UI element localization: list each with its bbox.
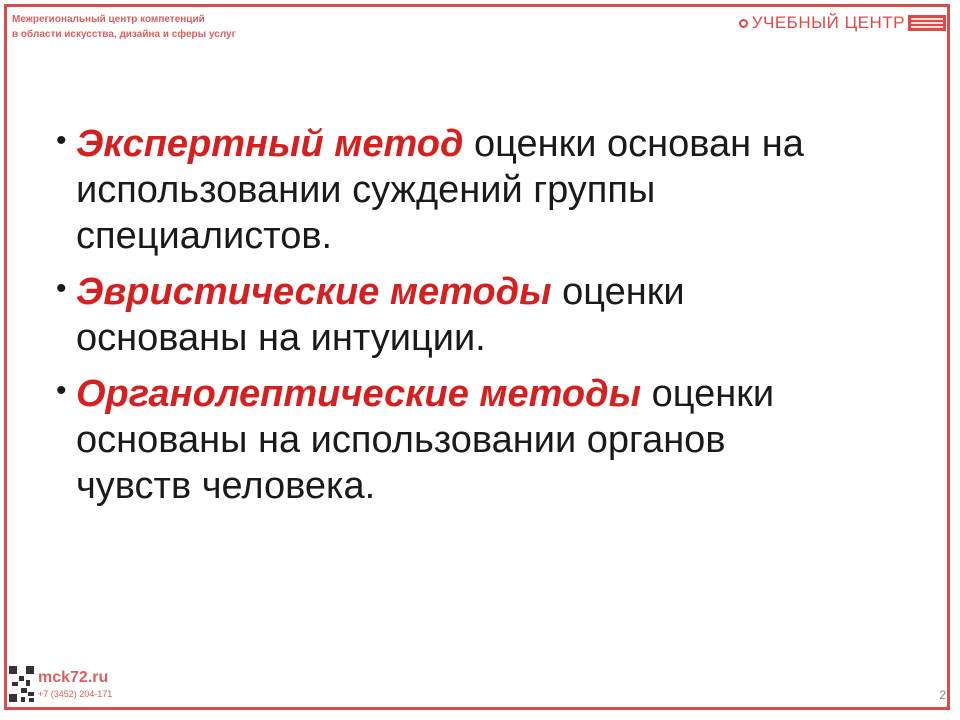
bullet-text: оценки основан на [463,123,804,165]
bullet-text: использовании суждений группы [76,169,656,211]
brand-logo [739,13,946,33]
bullet-text: оценки [641,373,775,415]
qr-code-icon [9,666,34,702]
phone-number: +7 (3452) 204-171 [38,689,113,699]
bullet-term: Органолептические методы [76,373,642,415]
bullet-text: чувств человека. [76,465,376,507]
org-name-line-2: в области искусства, дизайна и сферы услуг [12,29,236,40]
bullet-term: Экспертный метод [76,123,464,165]
logo-ring-icon [739,19,748,28]
page-number: 2 [939,688,946,702]
website-link[interactable]: mck72.ru [38,669,109,686]
brand-text: УЧЕБНЫЙ ЦЕНТР [751,13,905,32]
bullet-item-organoleptic-methods [56,371,916,509]
bullet-dot-icon: • [56,272,67,305]
bullet-text: основаны на интуиции. [76,317,486,359]
bullet-item-expert-method [56,121,916,259]
bullet-dot-icon: • [56,374,67,407]
bullet-text: оценки [551,271,685,313]
org-name-line-1: Межрегиональный центр компетенций [12,14,205,25]
bullet-dot-icon: • [56,124,67,157]
bullet-list [56,121,916,519]
bullet-text: специалистов. [76,215,333,257]
bullet-item-heuristic-methods [56,269,916,361]
bullet-term: Эвристические методы [76,271,552,313]
brand-tagline-icon [908,15,946,31]
bullet-text: основаны на использовании органов [76,419,726,461]
